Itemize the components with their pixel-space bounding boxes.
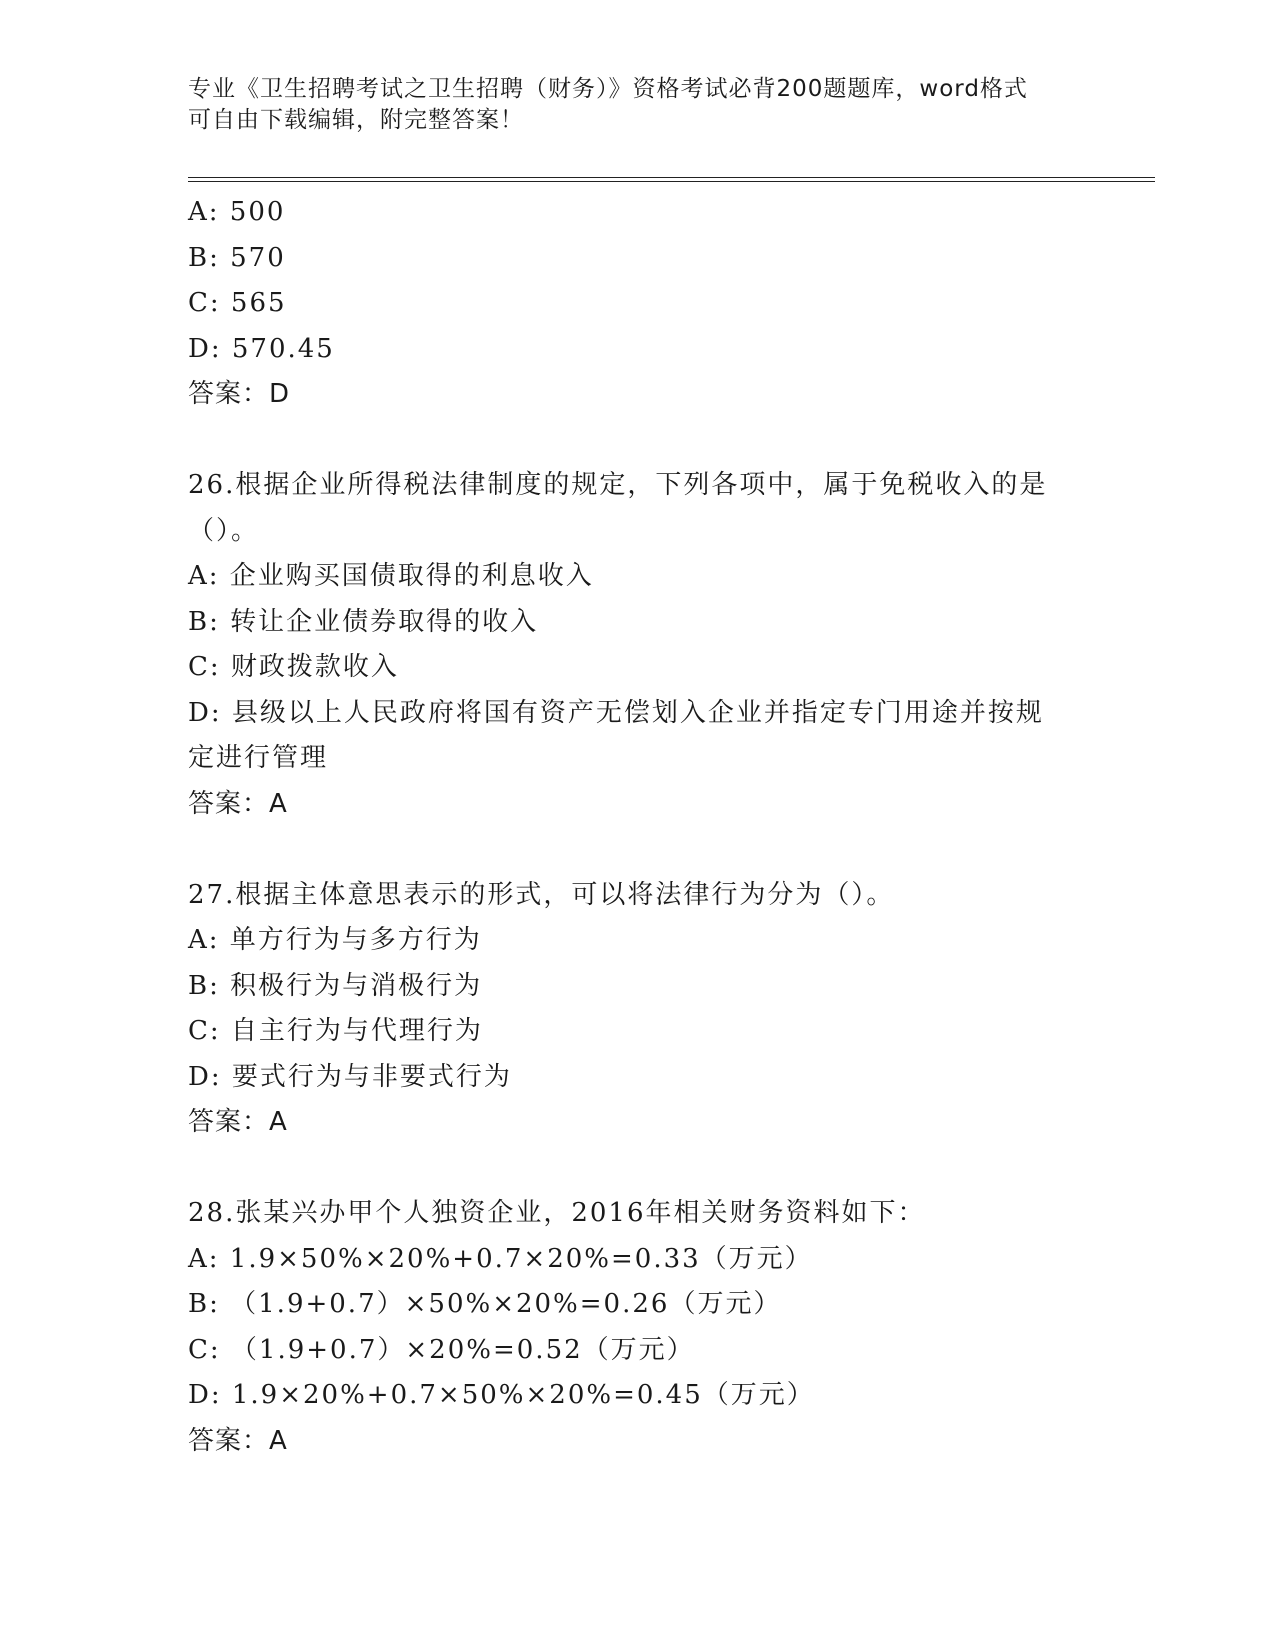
question-27-text: 27.根据主体意思表示的形式，可以将法律行为分为（）。 — [188, 879, 895, 910]
q28-option-c: C: （1.9+0.7）×20%=0.52（万元） — [188, 1334, 695, 1365]
question-26-block — [188, 463, 1088, 827]
prev-option-b: B: 570 — [188, 242, 286, 273]
document-header — [188, 74, 1088, 136]
q26-option-d: D: 县级以上人民政府将国有资产无偿划入企业并指定专门用途并按规 — [188, 697, 1044, 728]
question-content — [188, 190, 1088, 1464]
spacer — [188, 827, 1088, 873]
q26-option-d-continued: 定进行管理 — [188, 743, 329, 773]
q27-option-d: D: 要式行为与非要式行为 — [188, 1061, 512, 1092]
q28-option-d: D: 1.9×20%+0.7×50%×20%=0.45（万元） — [188, 1380, 815, 1410]
header-line-1: 专业《卫生招聘考试之卫生招聘（财务）》资格考试必背200题题库，word格式 — [188, 76, 1028, 102]
q26-option-c: C: 财政拨款收入 — [188, 652, 399, 682]
question-28-text: 28.张某兴办甲个人独资企业，2016年相关财务资料如下： — [188, 1198, 926, 1228]
q27-option-c: C: 自主行为与代理行为 — [188, 1016, 483, 1046]
prev-question-block — [188, 190, 1088, 418]
prev-option-c: C: 565 — [188, 288, 287, 318]
q28-answer: 答案：A — [188, 1425, 288, 1456]
q26-option-b: B: 转让企业债券取得的收入 — [188, 606, 539, 637]
header-rule-bottom — [188, 181, 1155, 182]
spacer — [188, 418, 1088, 464]
header-line-2: 可自由下载编辑，附完整答案！ — [188, 107, 524, 133]
prev-option-d: D: 570.45 — [188, 333, 335, 364]
q27-option-b: B: 积极行为与消极行为 — [188, 970, 483, 1001]
q26-option-a: A: 企业购买国债取得的利息收入 — [188, 561, 594, 591]
q26-answer: 答案：A — [188, 788, 288, 819]
question-26-text-line-2: （）。 — [188, 515, 260, 546]
q27-answer: 答案：A — [188, 1107, 288, 1137]
q28-option-a: A: 1.9×50%×20%+0.7×20%=0.33（万元） — [188, 1243, 813, 1274]
prev-answer: 答案：D — [188, 379, 291, 409]
q27-option-a: A: 单方行为与多方行为 — [188, 925, 482, 955]
question-27-block — [188, 873, 1088, 1146]
question-28-block — [188, 1191, 1088, 1464]
header-rule-top — [188, 177, 1155, 178]
prev-option-a: A: 500 — [188, 197, 286, 227]
q28-option-b: B: （1.9+0.7）×50%×20%=0.26（万元） — [188, 1289, 782, 1319]
question-26-text-line-1: 26.根据企业所得税法律制度的规定，下列各项中，属于免税收入的是 — [188, 470, 1048, 500]
spacer — [188, 1146, 1088, 1192]
